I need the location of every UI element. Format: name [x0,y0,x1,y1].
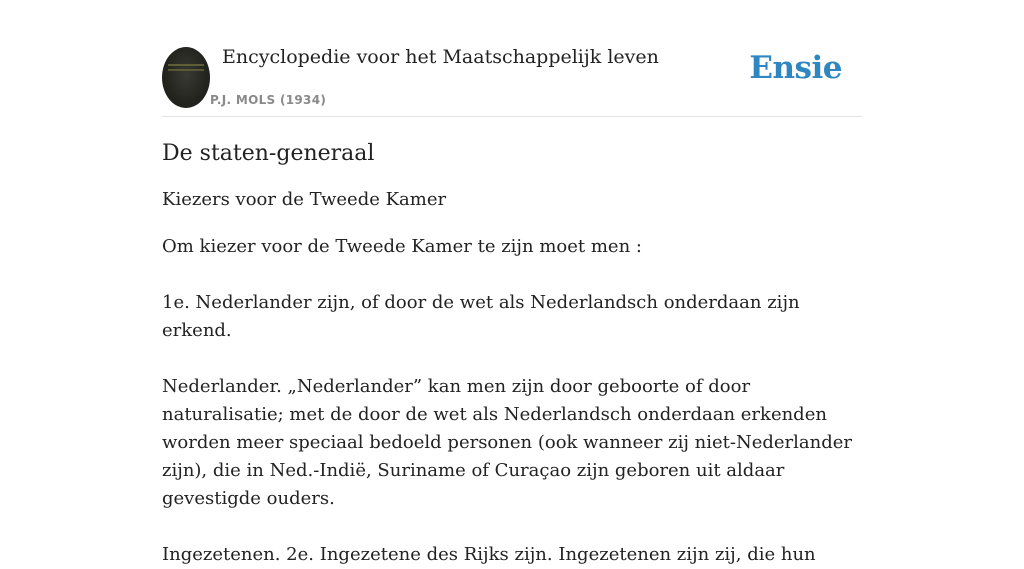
cover-title-line [168,64,204,66]
book-author: P.J. MOLS (1934) [210,93,327,107]
article-paragraph: Ingezetenen. 2e. Ingezetene des Rijks zijn. Ingezetenen zijn zij, die hun [162,544,816,565]
article-paragraph: 1e. Nederlander zijn, of door de wet als Nederlandsch onderdaan zijn erkend. [162,292,800,341]
header [162,40,862,117]
article-paragraph: Om kiezer voor de Tweede Kamer te zijn moet men : [162,236,642,257]
book-cover-icon[interactable] [162,47,210,108]
book-title[interactable]: Encyclopedie voor het Maatschappelijk leven [222,46,659,68]
article-title: De staten-generaal [162,141,375,166]
article [162,136,862,569]
article-subtitle: Kiezers voor de Tweede Kamer [162,189,447,210]
article-paragraph: Nederlander. „Nederlander” kan men zijn door geboorte of door naturalisatie; met de door de wet als Nederlandsch onderdaan erkenden worden meer speciaal bedoeld personen (ook wanneer zij niet-Nederlander zijn), die in Ned.-Indië, Suriname of Curaçao zijn geboren uit aldaar gevestigde ouders. [162,376,853,509]
ensie-logo[interactable]: Ensie [749,50,842,86]
cover-title-line [168,69,204,71]
